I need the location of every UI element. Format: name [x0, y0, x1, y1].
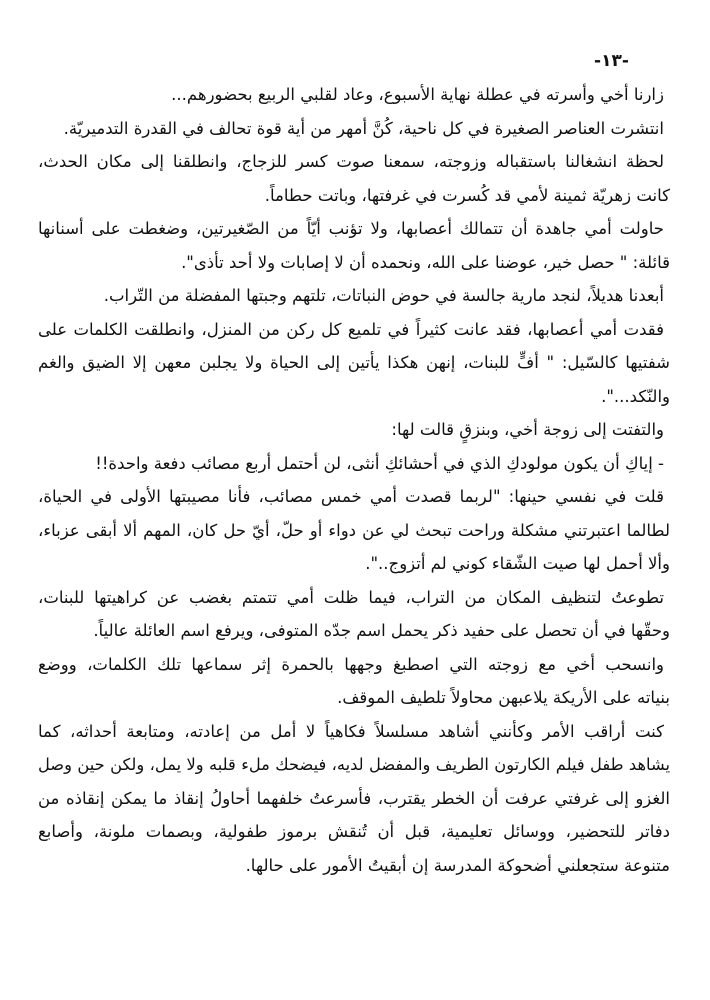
- text-line: دفاتر للتحضير، ووسائل تعليمية، قبل أن تُنقش برموز طفولية، وبصمات ملونة، وأصابع: [38, 822, 670, 841]
- text-line: لحظة انشغالنا باستقباله وزوجته، سمعنا صوت كسر للزجاج، وانطلقنا إلى مكان الحدث،: [38, 152, 664, 171]
- text-line: وألا أحمل لها صيت الشّقاء كوني لم أتزوج..".: [365, 554, 670, 573]
- text-line: وحقّها في أن تحصل على حفيد ذكر يحمل اسم جدّه المتوفى، ويرفع اسم العائلة عالياً.: [93, 621, 670, 640]
- text-line: الغزو إلى غرفتي عرفت أن الخطر يقترب، فأسرعتُ خلفهما أحاولُ إنقاذ ما يمكن إنقاذه من: [38, 788, 670, 808]
- text-line: وانسحب أخي مع زوجته التي اصطبغ وجهها بالحمرة إثر سماعها تلك الكلمات، ووضع: [38, 654, 664, 674]
- text-line: قائلة: " حصل خير، عوضنا على الله، ونحمده أن لا إصابات ولا أحد تأذى".: [181, 252, 670, 272]
- text-line: - إياكِ أن يكون مولودكِ الذي في أحشائكِ أنثى، لن أحتمل أربع مصائب دفعة واحدة!!: [95, 453, 664, 473]
- text-line: حاولت أمي جاهدة أن تتمالك أعصابها، ولا تؤنب أيّاً من الصّغيرتين، وضغطت على أسنانها: [38, 219, 664, 238]
- text-line: قلت في نفسي حينها: "لربما قصدت أمي خمس مصائب، فأنا مصيبتها الأولى في الحياة،: [38, 487, 664, 506]
- text-line: والنّكد...".: [601, 386, 670, 406]
- page-number: -١٣-: [594, 51, 629, 71]
- text-line: فقدت أمي أعصابها، فقد عانت كثيراً في تلميع كل ركن من المنزل، وانطلقت الكلمات على: [38, 319, 664, 339]
- text-line: أبعدنا هديلاً، لنجد مارية جالسة في حوض النباتات، تلتهم وجبتها المفضلة من التّراب.: [103, 286, 664, 305]
- document-page: [38, 44, 670, 882]
- text-line: يشاهد طفل فيلم الكارتون الطريف والمفضل لديه، فيضحك ملء قلبه ولا يمل، ولكن حين وصل: [38, 755, 670, 774]
- text-line: والتفتت إلى زوجة أخي، وبنزقٍ قالت لها:: [391, 420, 664, 439]
- text-line: تطوعتُ لتنظيف المكان من التراب، فيما ظلت أمي تتمتم بغضب عن كراهيتها للبنات،: [38, 587, 664, 607]
- text-line: متنوعة ستجعلني أضحوكة المدرسة إن أبقيتُ الأمور على حالها.: [245, 855, 670, 875]
- text-line: كنت أراقب الأمر وكأنني أشاهد مسلسلاً فكاهياً لا أمل من إعادته، ومتابعة أحداثه، كما: [38, 721, 664, 741]
- text-line: انتشرت العناصر الصغيرة في كل ناحية، كُنَّ أمهر من أية قوة تحالف في القدرة التدميريّة.: [63, 118, 664, 138]
- text-line: كانت زهريّة ثمينة لأمي قد كُسرت في غرفتها، وباتت حطاماً.: [264, 185, 670, 205]
- text-line: بنياته على الأريكة يلاعبهن محاولاً تلطيف الموقف.: [337, 688, 670, 707]
- text-line: شفتيها كالسّيل: " أفٍّ للبنات، إنهن هكذا يأتين إلى الحياة ولا يجلبن معهن إلا الضيق والغم: [38, 353, 670, 372]
- text-line: لطالما اعتبرتني مشكلة وراحت تبحث لي عن دواء أو حلّ، أيّ حل كان، المهم ألا أبقى عزباء،: [38, 520, 670, 540]
- body-text: [38, 78, 670, 882]
- text-line: زارنا أخي وأسرته في عطلة نهاية الأسبوع، وعاد لقلبي الربيع بحضورهم...: [171, 85, 664, 104]
